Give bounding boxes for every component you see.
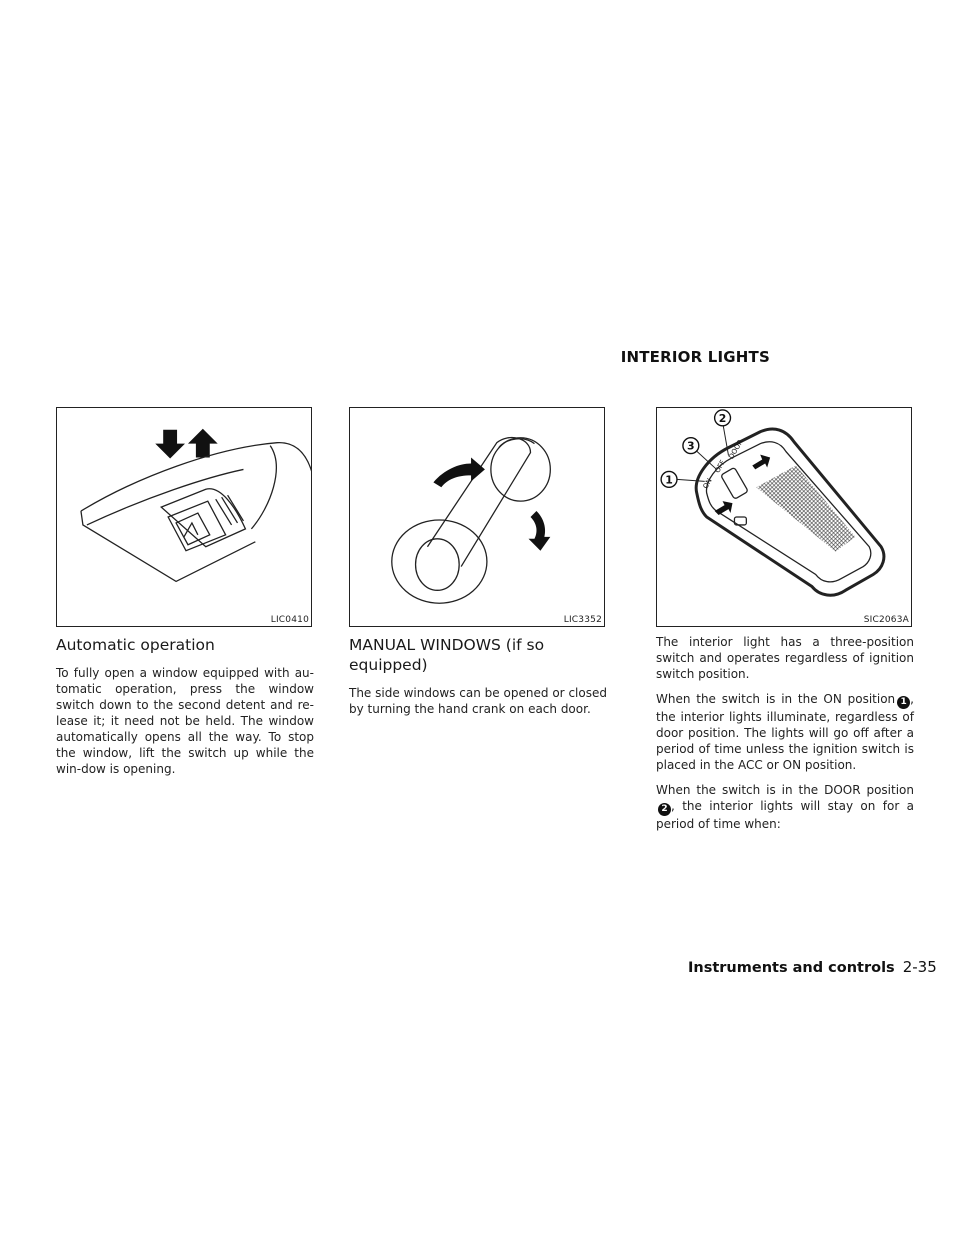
figure-window-switch — [56, 407, 312, 627]
page-footer — [688, 957, 937, 976]
paragraph-on-position — [656, 691, 914, 773]
figure-hand-crank — [349, 407, 605, 627]
page-number: 2-35 — [902, 958, 937, 976]
figure-interior-light — [656, 407, 912, 627]
column-automatic-operation — [56, 407, 314, 786]
callout-1-inline: 1 — [897, 696, 910, 709]
paragraph-manual-windows: The side windows can be opened or closed by turning the hand crank on each door. — [349, 686, 607, 716]
column-manual-windows — [349, 407, 607, 726]
callout-3: 3 — [687, 439, 695, 453]
down-up-arrows-icon — [155, 429, 217, 459]
callout-2-inline: 2 — [658, 803, 671, 816]
chapter-title: Instruments and controls — [688, 960, 895, 976]
switch-label-on: ON — [701, 477, 714, 491]
window-switch-illustration — [57, 408, 311, 626]
section-title: INTERIOR LIGHTS — [620, 348, 770, 366]
paragraph-automatic-operation: To fully open a window equipped with au-tomatic operation, press the window switch down to the second detent and re-lease it; it need not be held. The window automatically opens all the way. To stop the window, lift the switch up while the win-dow is opening. — [56, 666, 314, 776]
on-position-text: When the switch is in the ON position — [656, 692, 896, 706]
interior-light-illustration — [657, 408, 911, 626]
hand-crank-illustration — [350, 408, 604, 626]
heading-automatic-operation: Automatic operation — [56, 636, 215, 654]
switch-label-off: OFF — [713, 458, 728, 475]
heading-manual-windows: MANUAL WINDOWS (if so equipped) — [349, 636, 545, 674]
switch-label-door: DOOR — [727, 438, 745, 461]
column-interior-lights — [656, 407, 914, 841]
rotate-arrows-icon — [433, 458, 550, 551]
callout-2: 2 — [718, 411, 727, 425]
paragraph-three-position-switch: The interior light has a three-position switch and operates regardless of ignition switch position. — [656, 635, 914, 681]
door-position-text-cont: , the interior lights will stay on for a period of time when: — [656, 799, 914, 831]
figure-code: LIC3352 — [563, 615, 602, 625]
callout-1: 1 — [665, 473, 673, 487]
on-position-text-cont: , the interior lights illuminate, regardless of door position. The lights will go off after a period of time unless the ignition switch is placed in the ACC or ON position. — [656, 692, 914, 772]
door-position-text: When the switch is in the DOOR position — [656, 783, 914, 797]
paragraph-door-position — [656, 782, 914, 832]
figure-code: SIC2063A — [863, 615, 909, 625]
figure-code: LIC0410 — [270, 615, 309, 625]
